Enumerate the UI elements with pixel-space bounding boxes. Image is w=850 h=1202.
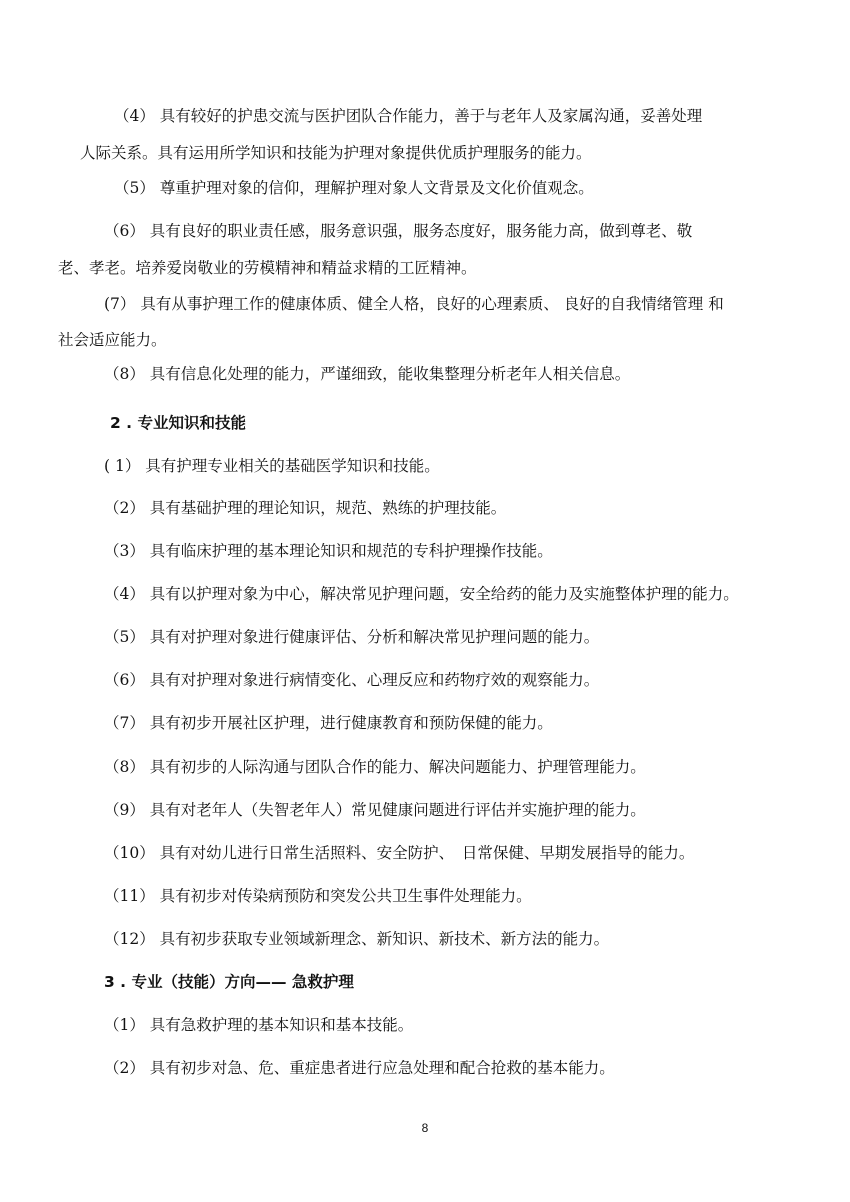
knowledge-item-10: （10） 具有对幼儿进行日常生活照料、安全防护、 日常保健、早期发展指导的能力。	[104, 844, 695, 862]
ability-item-8: （8） 具有信息化处理的能力，严谨细致，能收集整理分析老年人相关信息。	[104, 365, 631, 383]
knowledge-item-2: （2） 具有基础护理的理论知识，规范、熟练的护理技能。	[104, 499, 507, 517]
page-number: 8	[421, 1121, 429, 1135]
knowledge-item-6: （6） 具有对护理对象进行病情变化、心理反应和药物疗效的观察能力。	[104, 671, 600, 689]
knowledge-item-12: （12） 具有初步获取专业领域新理念、新知识、新技术、新方法的能力。	[104, 930, 610, 948]
ability-item-4-line-2: 人际关系。具有运用所学知识和技能为护理对象提供优质护理服务的能力。	[80, 144, 592, 162]
section-3-heading: 3 . 专业（技能）方向—— 急救护理	[104, 973, 354, 991]
emergency-item-1: （1） 具有急救护理的基本知识和基本技能。	[104, 1016, 414, 1034]
ability-item-7-line-2: 社会适应能力。	[58, 331, 167, 349]
ability-item-7-line-1: (7） 具有从事护理工作的健康体质、健全人格，良好的心理素质、 良好的自我情绪管理 和	[104, 295, 724, 313]
knowledge-item-4: （4） 具有以护理对象为中心，解决常见护理问题，安全给药的能力及实施整体护理的能力。	[104, 585, 739, 603]
knowledge-item-5: （5） 具有对护理对象进行健康评估、分析和解决常见护理问题的能力。	[104, 628, 600, 646]
knowledge-item-8: （8） 具有初步的人际沟通与团队合作的能力、解决问题能力、护理管理能力。	[104, 758, 646, 776]
ability-item-5: （5） 尊重护理对象的信仰，理解护理对象人文背景及文化价值观念。	[114, 179, 594, 197]
knowledge-item-11: （11） 具有初步对传染病预防和突发公共卫生事件处理能力。	[104, 887, 532, 905]
knowledge-item-7: （7） 具有初步开展社区护理，进行健康教育和预防保健的能力。	[104, 714, 553, 732]
knowledge-item-3: （3） 具有临床护理的基本理论知识和规范的专科护理操作技能。	[104, 542, 553, 560]
knowledge-item-1: ( 1） 具有护理专业相关的基础医学知识和技能。	[104, 457, 440, 475]
section-2-heading: 2 . 专业知识和技能	[110, 414, 246, 432]
ability-item-4-line-1: （4） 具有较好的护患交流与医护团队合作能力，善于与老年人及家属沟通，妥善处理	[114, 107, 703, 125]
emergency-item-2: （2） 具有初步对急、危、重症患者进行应急处理和配合抢救的基本能力。	[104, 1059, 615, 1077]
knowledge-item-9: （9） 具有对老年人（失智老年人）常见健康问题进行评估并实施护理的能力。	[104, 801, 646, 819]
ability-item-6-line-2: 老、孝老。培养爱岗敬业的劳模精神和精益求精的工匠精神。	[58, 259, 477, 277]
ability-item-6-line-1: （6） 具有良好的职业责任感，服务意识强，服务态度好，服务能力高，做到尊老、敬	[104, 222, 693, 240]
